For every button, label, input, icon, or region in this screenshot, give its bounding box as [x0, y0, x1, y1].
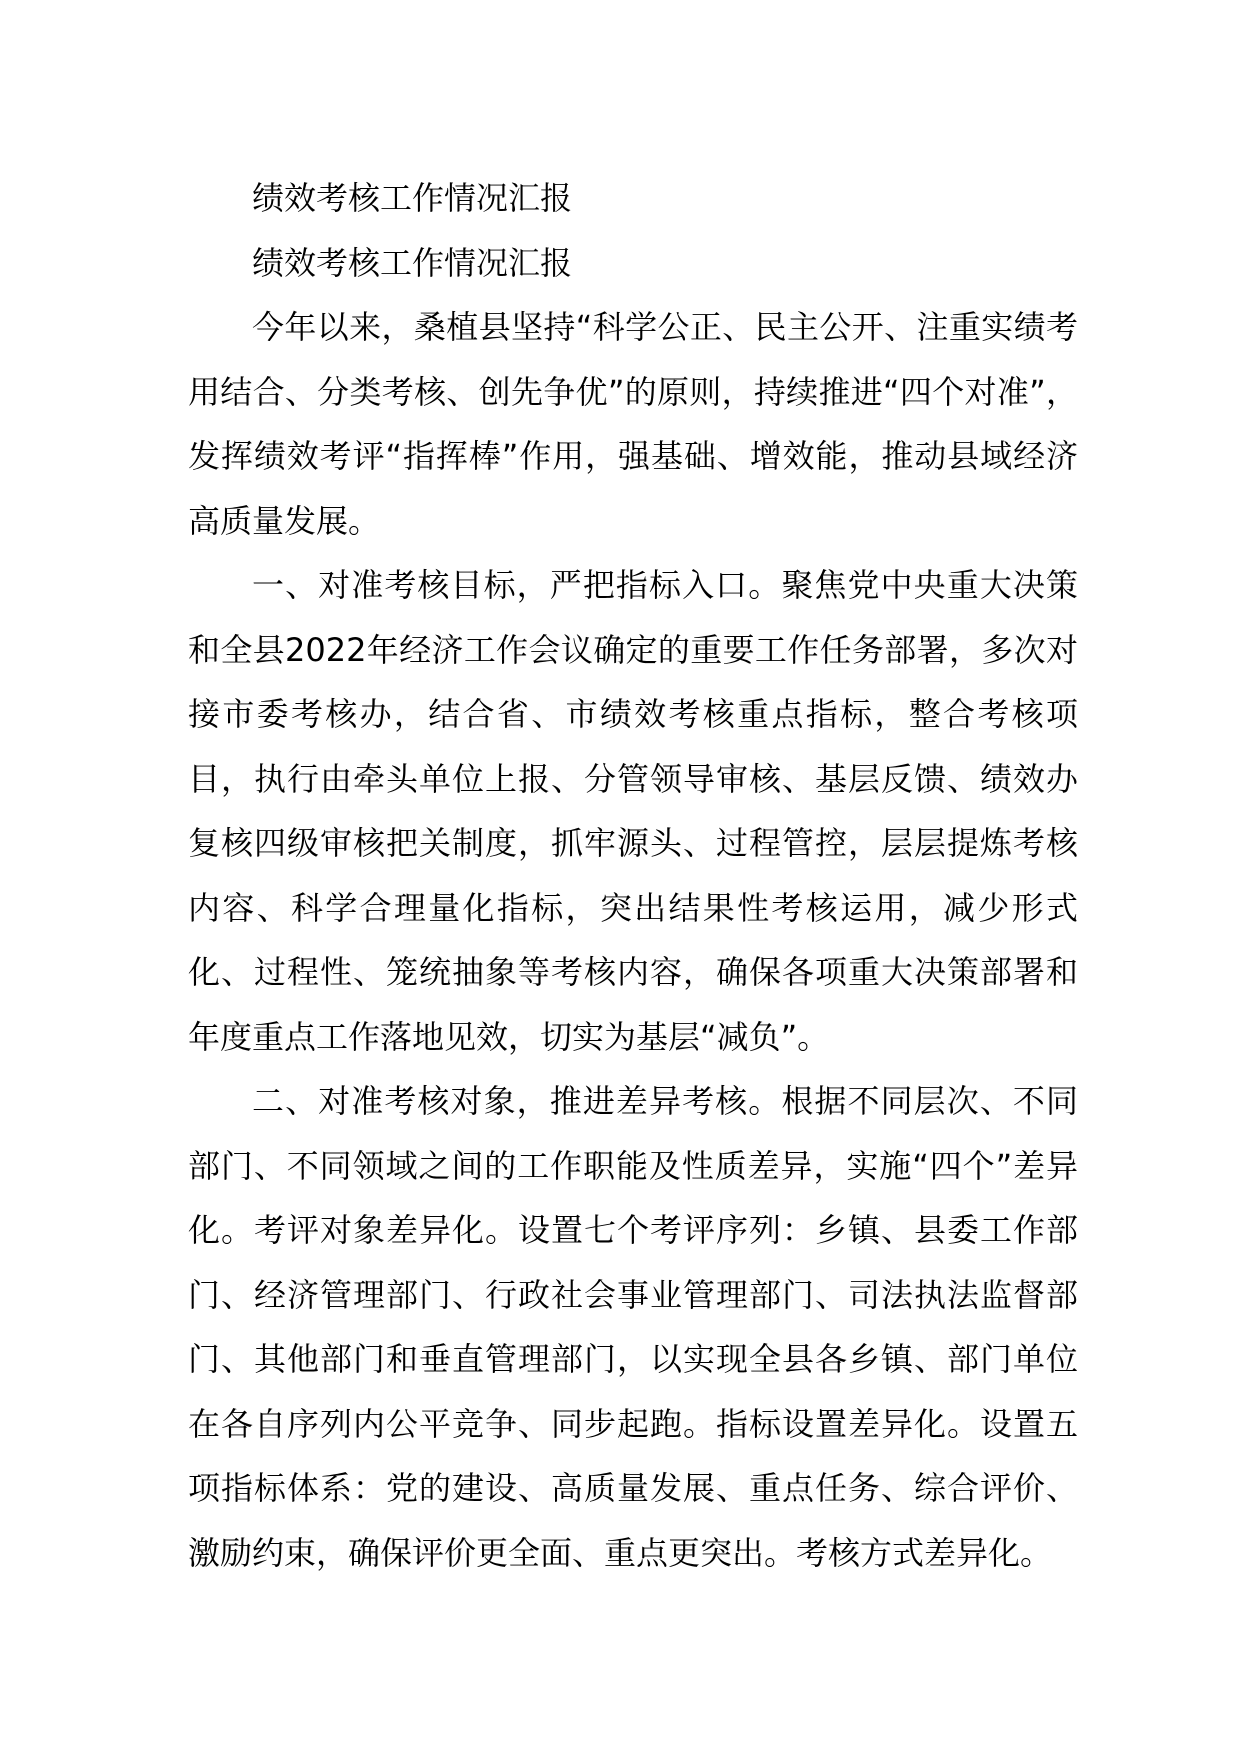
paragraph-section-one: 一、对准考核目标，严把指标入口。聚焦党中央重大决策和全县2022年经济工作会议确定的重要工作任务部署，多次对接市委考核办，结合省、市绩效考核重点指标，整合考核项目，执行由牵头单位上报、分管领导审核、基层反馈、绩效办复核四级审核把关制度，抓牢源头、过程管控，层层提炼考核内容、科学合理量化指标，突出结果性考核运用，减少形式化、过程性、笼统抽象等考核内容，确保各项重大决策部署和年度重点工作落地见效，切实为基层“减负”。 — [188, 566, 1078, 1056]
document-subtitle: 绩效考核工作情况汇报 — [252, 243, 573, 282]
paragraph-intro: 今年以来，桑植县坚持“科学公正、民主公开、注重实绩考用结合、分类考核、创先争优”的原则，持续推进“四个对准”，发挥绩效考评“指挥棒”作用，强基础、增效能，推动县域经济高质量发展。 — [188, 308, 1078, 540]
paragraph-section-two: 二、对准考核对象，推进差异考核。根据不同层次、不同部门、不同领域之间的工作职能及性质差异，实施“四个”差异化。考评对象差异化。设置七个考评序列：乡镇、县委工作部门、经济管理部门、行政社会事业管理部门、司法执法监督部门、其他部门和垂直管理部门，以实现全县各乡镇、部门单位在各自序列内公平竞争、同步起跑。指标设置差异化。设置五项指标体系：党的建设、高质量发展、重点任务、综合评价、激励约束，确保评价更全面、重点更突出。考核方式差异化。 — [188, 1082, 1078, 1572]
document-title: 绩效考核工作情况汇报 — [252, 179, 573, 217]
document-body — [188, 166, 1078, 1585]
